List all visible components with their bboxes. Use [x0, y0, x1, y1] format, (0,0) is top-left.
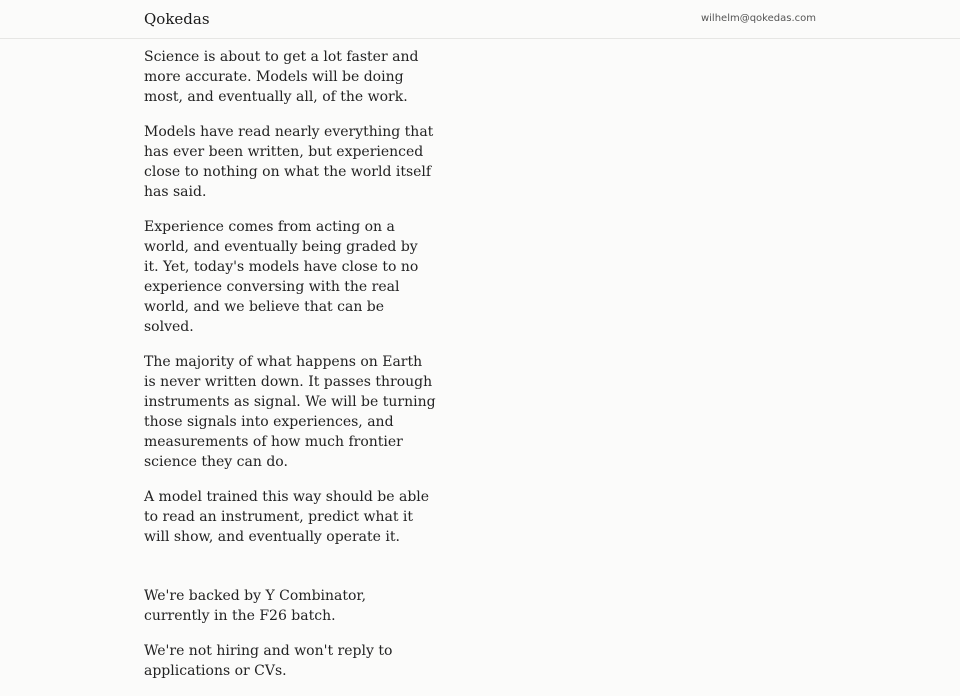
paragraph-backing: We're backed by Y Combinator, currently in the F26 batch. [144, 588, 367, 624]
paragraph-experience: Experience comes from acting on a world, and eventually being graded by it. Yet, today's models have close to no experience conversing with the real world, and we believe that can be solved. [144, 219, 419, 335]
paragraph-hiring: We're not hiring and won't reply to applications or CVs. [144, 643, 393, 679]
paragraph-instruments: The majority of what happens on Earth is never written down. It passes through instruments as signal. We will be turning those signals into experiences, and measurements of how much frontier science they can do. [144, 354, 436, 470]
contact-email-link[interactable]: wilhelm@qokedas.com [700, 13, 816, 24]
top-bar [0, 0, 960, 39]
paragraph-models: Models have read nearly everything that has ever been written, but experienced close to nothing on what the world itself has said. [144, 124, 434, 200]
brand-logo-link[interactable]: Qokedas [144, 10, 210, 28]
paragraph-intro: Science is about to get a lot faster and more accurate. Models will be doing most, and eventually all, of the work. [144, 49, 419, 105]
paragraph-operate: A model trained this way should be able to read an instrument, predict what it will show, and eventually operate it. [144, 489, 430, 545]
main-content [144, 47, 436, 696]
